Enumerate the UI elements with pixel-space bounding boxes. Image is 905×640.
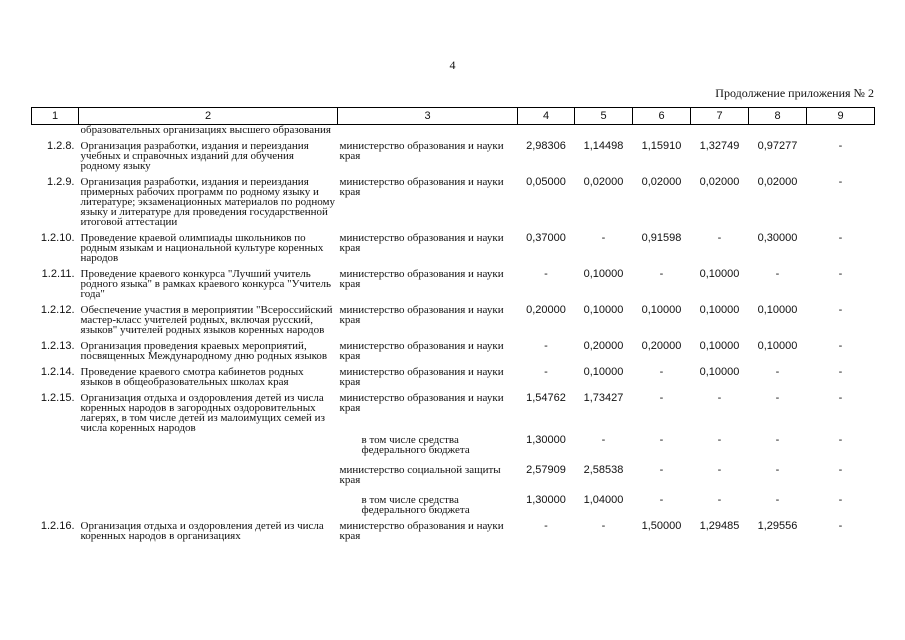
value-cell: 0,02000	[757, 176, 798, 188]
sub-executor	[338, 485, 518, 515]
table-row	[32, 485, 875, 515]
value-cell: -	[775, 464, 780, 476]
value-cell: 1,30000	[526, 494, 566, 506]
value-cell: 1,15910	[641, 140, 682, 152]
value-cell: -	[659, 494, 664, 506]
empty-cell	[79, 433, 338, 455]
value-cell: 0,97277	[757, 140, 798, 152]
executor: министерство образования и науки края	[339, 304, 504, 326]
measure-name: Организация отдыха и оздоровления детей из числа коренных народов в загородных оздоровительных лагерях, в том числе детей из малоимущих семей из числа коренных народов	[80, 392, 325, 434]
table-row	[32, 299, 875, 335]
value-cell: 2,98306	[526, 140, 566, 152]
table-row	[32, 227, 875, 263]
value-cell: -	[717, 232, 722, 244]
value-cell: 0,02000	[699, 176, 740, 188]
value-cell: -	[838, 268, 843, 280]
value-cell: -	[838, 176, 843, 188]
sub-executor	[338, 433, 518, 455]
row-index: 1.2.12.	[40, 304, 75, 316]
value-cell: 0,10000	[641, 304, 682, 316]
federal-budget-note: в том числе средства федерального бюджета	[361, 494, 470, 516]
header-cell: 5	[575, 108, 633, 125]
measure-name: Организация разработки, издания и переиздания примерных рабочих программ по родному языку и литературе; экзаменационных материалов по родному языку и литературе для проведения государственной итоговой аттестации	[80, 176, 335, 228]
value-cell: -	[838, 494, 843, 506]
value-cell: 0,20000	[526, 304, 566, 316]
header-cell: 9	[807, 108, 875, 125]
header-cell: 1	[32, 108, 79, 125]
executor: министерство образования и науки края	[339, 140, 504, 162]
value-cell: 0,02000	[641, 176, 682, 188]
value-cell: -	[775, 434, 780, 446]
value-cell: -	[775, 494, 780, 506]
empty-cell	[32, 455, 79, 485]
value-cell: 0,10000	[699, 340, 740, 352]
value-cell: -	[659, 464, 664, 476]
measure-name: Организация разработки, издания и переиздания учебных и справочных изданий для обучения родному языку	[80, 140, 309, 172]
value-cell: 0,02000	[583, 176, 624, 188]
measure-name: Проведение краевой олимпиады школьников по родным языкам и национальной культуре коренных народов	[80, 232, 324, 264]
executor: министерство образования и науки края	[339, 268, 504, 290]
row-index: 1.2.14.	[40, 366, 75, 378]
value-cell: -	[838, 340, 843, 352]
row-index: 1.2.11.	[41, 268, 75, 280]
value-cell: 0,10000	[583, 304, 624, 316]
executor: министерство социальной защиты края	[339, 464, 501, 486]
row-index: 1.2.8.	[46, 140, 75, 152]
row-index: 1.2.10.	[40, 232, 75, 244]
value-cell: -	[601, 520, 606, 532]
row-index: 1.2.13.	[40, 340, 75, 352]
value-cell: -	[717, 494, 722, 506]
value-cell: 1,30000	[526, 434, 566, 446]
table-row	[32, 171, 875, 227]
header-cell: 8	[749, 108, 807, 125]
header-cell: 2	[79, 108, 338, 125]
table-row	[32, 455, 875, 485]
value-cell: -	[717, 464, 722, 476]
value-cell: 0,30000	[757, 232, 798, 244]
row-index: 1.2.9.	[46, 176, 75, 188]
empty-cell	[32, 433, 79, 455]
executor: министерство образования и науки края	[339, 340, 504, 362]
header-row	[32, 108, 875, 125]
value-cell: -	[838, 140, 843, 152]
value-cell: 0,05000	[526, 176, 566, 188]
value-cell: -	[601, 434, 606, 446]
page-number: 4	[449, 58, 456, 72]
empty-cell	[79, 485, 338, 515]
measure-name: Проведение краевого смотра кабинетов родных языков в общеобразовательных школах края	[80, 366, 304, 388]
value-cell: -	[544, 340, 548, 352]
header-cell: 3	[338, 108, 518, 125]
value-cell: -	[838, 232, 843, 244]
value-cell: -	[775, 366, 780, 378]
value-cell: 0,10000	[583, 366, 624, 378]
executor: министерство образования и науки края	[339, 176, 504, 198]
value-cell: -	[775, 268, 780, 280]
value-cell: -	[659, 392, 664, 404]
continuation-label: Продолжение приложения № 2	[715, 86, 874, 100]
value-cell: 0,37000	[526, 232, 566, 244]
value-cell: -	[544, 366, 548, 378]
value-cell: 0,20000	[641, 340, 682, 352]
table-row	[32, 433, 875, 455]
value-cell: 2,57909	[526, 464, 566, 476]
federal-budget-note: в том числе средства федерального бюджета	[361, 434, 470, 456]
value-cell: 0,10000	[699, 366, 740, 378]
value-cell: -	[838, 464, 843, 476]
table-row	[32, 361, 875, 387]
value-cell: 1,29556	[757, 520, 798, 532]
value-cell: 1,04000	[583, 494, 624, 506]
value-cell: -	[838, 366, 843, 378]
table-row	[32, 387, 875, 433]
measure-name: Проведение краевого конкурса "Лучший учитель родного языка" в рамках краевого конкурса "Учитель года"	[80, 268, 331, 300]
value-cell: 0,10000	[757, 340, 798, 352]
appendix-table	[31, 107, 875, 541]
value-cell: 0,10000	[757, 304, 798, 316]
header-cell: 7	[691, 108, 749, 125]
row-index: 1.2.16.	[40, 520, 75, 532]
table-row	[32, 515, 875, 541]
value-cell: 0,91598	[641, 232, 682, 244]
table-row	[32, 125, 875, 136]
value-cell: -	[717, 392, 722, 404]
value-cell: -	[838, 434, 843, 446]
value-cell: -	[838, 520, 843, 532]
measure-name: Обеспечение участия в мероприятии "Всероссийский мастер-класс учителей родных, включая русский, языков" учителей родных языков коренных народов	[80, 304, 333, 336]
value-cell: 0,20000	[583, 340, 624, 352]
value-cell: 2,58538	[583, 464, 624, 476]
value-cell: -	[717, 434, 722, 446]
row-index: 1.2.15.	[40, 392, 75, 404]
value-cell: -	[775, 392, 780, 404]
value-cell: 1,73427	[583, 392, 624, 404]
table-row	[32, 135, 875, 171]
header-cell: 4	[518, 108, 575, 125]
value-cell: -	[544, 520, 548, 532]
executor: министерство образования и науки края	[339, 232, 504, 254]
table-row	[32, 263, 875, 299]
value-cell: -	[838, 392, 843, 404]
value-cell: 1,54762	[526, 392, 566, 404]
value-cell: 1,29485	[699, 520, 740, 532]
value-cell: 0,10000	[699, 268, 740, 280]
measure-name: Организация отдыха и оздоровления детей из числа коренных народов в организациях	[80, 520, 324, 542]
value-cell: -	[659, 268, 664, 280]
value-cell: -	[659, 366, 664, 378]
value-cell: 1,14498	[583, 140, 624, 152]
empty-cell	[79, 455, 338, 485]
lead-text: образовательных организациях высшего образования	[80, 124, 331, 136]
executor: министерство образования и науки края	[339, 366, 504, 388]
table-row	[32, 335, 875, 361]
value-cell: 0,10000	[583, 268, 624, 280]
value-cell: 0,10000	[699, 304, 740, 316]
measure-name: Организация проведения краевых мероприятий, посвященных Международному дню родных языков	[80, 340, 328, 362]
executor: министерство образования и науки края	[339, 392, 504, 414]
value-cell: -	[659, 434, 664, 446]
value-cell: -	[838, 304, 843, 316]
executor: министерство образования и науки края	[339, 520, 504, 542]
empty-cell	[32, 485, 79, 515]
value-cell: 1,32749	[699, 140, 740, 152]
value-cell: 1,50000	[641, 520, 682, 532]
value-cell: -	[544, 268, 548, 280]
value-cell: -	[601, 232, 606, 244]
header-cell: 6	[633, 108, 691, 125]
